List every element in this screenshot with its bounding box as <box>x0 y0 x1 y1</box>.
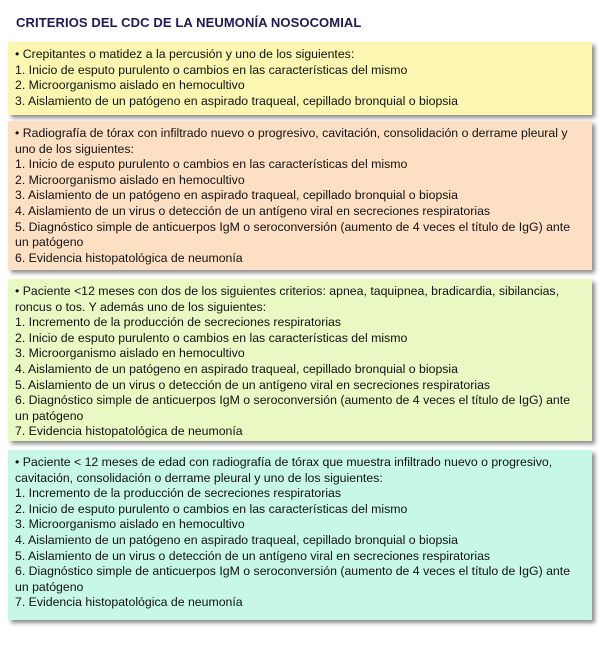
criteria-item: 6. Evidencia histopatológica de neumonía <box>15 250 243 265</box>
criteria-item: 6. Diagnóstico simple de anticuerpos IgM o seroconversión (aumento de 4 veces el título de IgG) ante un patógeno <box>15 564 571 594</box>
criteria-item: 5. Aislamiento de un virus o detección de un antígeno viral en secreciones respiratorias <box>15 377 491 392</box>
criteria-item: 1. Incremento de la producción de secreciones respiratorias <box>15 315 342 330</box>
criteria-card-4 <box>8 450 592 620</box>
criteria-intro: • Crepitantes o matidez a la percusión y uno de los siguientes: <box>15 47 355 61</box>
criteria-item: 1. Incremento de la producción de secreciones respiratorias <box>15 486 342 501</box>
criteria-card-3 <box>8 279 592 441</box>
criteria-item: 4. Aislamiento de un patógeno en aspirado traqueal, cepillado bronquial o biopsia <box>15 361 459 376</box>
criteria-item: 2. Inicio de esputo purulento o cambios en las características del mismo <box>15 330 408 345</box>
criteria-card-2 <box>8 121 592 270</box>
criteria-item: 7. Evidencia histopatológica de neumonía <box>15 595 243 610</box>
criteria-item: 1. Inicio de esputo purulento o cambios en las características del mismo <box>15 157 408 172</box>
criteria-intro: • Radiografía de tórax con infiltrado nuevo o progresivo, cavitación, consolidación o derrame pleural y uno de los siguientes: <box>15 126 568 156</box>
criteria-intro: • Paciente < 12 meses de edad con radiografía de tórax que muestra infiltrado nuevo o progresivo, cavitación, consolidación o derrame pleural y uno de los siguientes: <box>15 455 553 485</box>
criteria-item: 1. Inicio de esputo purulento o cambios en las características del mismo <box>15 62 408 77</box>
page-title: CRITERIOS DEL CDC DE LA NEUMONÍA NOSOCOMIAL <box>16 15 362 30</box>
criteria-item: 4. Aislamiento de un virus o detección de un antígeno viral en secreciones respiratorias <box>15 203 491 218</box>
criteria-item: 5. Aislamiento de un virus o detección de un antígeno viral en secreciones respiratorias <box>15 548 491 563</box>
criteria-item: 2. Inicio de esputo purulento o cambios en las características del mismo <box>15 501 408 516</box>
criteria-intro: • Paciente <12 meses con dos de los siguientes criterios: apnea, taquipnea, bradicardia, sibilancias, roncus o tos. Y además uno de los siguientes: <box>15 284 559 314</box>
criteria-item: 5. Diagnóstico simple de anticuerpos IgM o seroconversión (aumento de 4 veces el título de IgG) ante un patógeno <box>15 219 571 250</box>
criteria-item: 3. Microorganismo aislado en hemocultivo <box>15 517 245 532</box>
criteria-card-1 <box>8 42 592 115</box>
criteria-item: 3. Microorganismo aislado en hemocultivo <box>15 346 245 361</box>
criteria-item: 2. Microorganismo aislado en hemocultivo <box>15 78 245 93</box>
criteria-item: 2. Microorganismo aislado en hemocultivo <box>15 172 245 187</box>
criteria-item: 3. Aislamiento de un patógeno en aspirado traqueal, cepillado bronquial o biopsia <box>15 93 459 108</box>
criteria-item: 3. Aislamiento de un patógeno en aspirado traqueal, cepillado bronquial o biopsia <box>15 188 459 203</box>
criteria-item: 4. Aislamiento de un patógeno en aspirado traqueal, cepillado bronquial o biopsia <box>15 532 459 547</box>
criteria-item: 6. Diagnóstico simple de anticuerpos IgM o seroconversión (aumento de 4 veces el título de IgG) ante un patógeno <box>15 393 571 423</box>
criteria-item: 7. Evidencia histopatológica de neumonía <box>15 424 243 439</box>
